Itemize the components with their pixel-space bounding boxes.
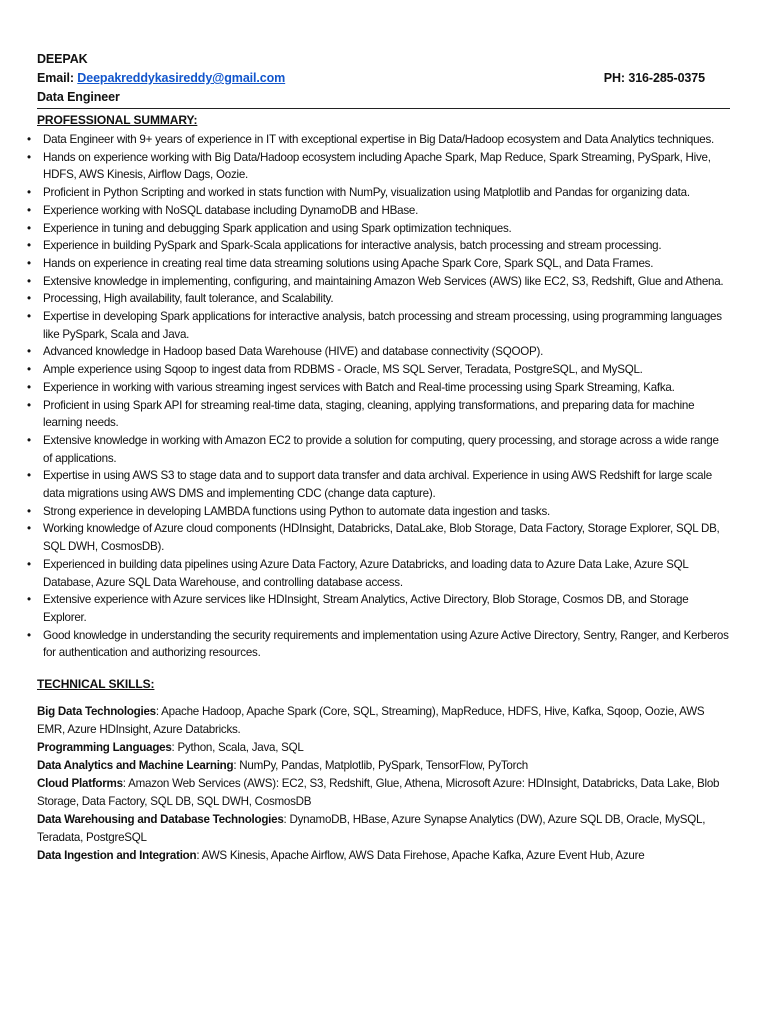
job-title: Data Engineer <box>37 90 120 104</box>
skill-row <box>37 775 730 811</box>
summary-item-text: Hands on experience working with Big Data/Hadoop ecosystem including Apache Spark, Map Reduce, Spark Streaming, PySpark, Hive, HDFS, AWS Kinesis, Airflow Dags, Oozie. <box>43 150 711 182</box>
bullet-icon: • <box>27 239 31 253</box>
bullet-icon: • <box>27 469 31 483</box>
summary-item-text: Proficient in using Spark API for streaming real-time data, staging, cleaning, applying transformations, and preparing data for machine learning needs. <box>43 398 695 430</box>
email-label: Email: <box>37 71 74 85</box>
bullet-icon: • <box>27 203 31 217</box>
summary-item-text: Extensive knowledge in implementing, configuring, and maintaining Amazon Web Services (AWS) like EC2, S3, Redshift, Glue and Athena. <box>43 274 724 288</box>
phone-label: PH: <box>603 71 625 85</box>
email-group <box>37 69 285 88</box>
summary-item <box>27 131 730 149</box>
summary-item <box>27 432 730 467</box>
summary-item-text: Extensive experience with Azure services like HDInsight, Stream Analytics, Active Directory, Blob Storage, Cosmos DB, and Storage Explorer. <box>43 593 689 624</box>
bullet-icon: • <box>27 504 31 518</box>
summary-item <box>27 520 730 555</box>
summary-item-text: Strong experience in developing LAMBDA functions using Python to automate data ingestion and tasks. <box>43 504 550 518</box>
skill-label: Data Warehousing and Database Technologies <box>37 813 284 827</box>
summary-item-text: Experience working with NoSQL database including DynamoDB and HBase. <box>43 203 419 217</box>
contact-row <box>37 69 730 88</box>
summary-item <box>27 255 730 273</box>
summary-item <box>27 503 730 521</box>
summary-list <box>27 131 730 662</box>
skill-row <box>37 703 730 739</box>
candidate-name: DEEPAK <box>37 52 88 66</box>
bullet-icon: • <box>27 345 31 359</box>
skills-list <box>37 703 730 865</box>
bullet-icon: • <box>27 133 31 146</box>
summary-item-text: Experience in working with various streaming ingest services with Batch and Real-time processing using Spark Streaming, Kafka. <box>43 380 675 394</box>
summary-item <box>27 237 730 255</box>
summary-item <box>27 397 730 432</box>
skill-label: Programming Languages <box>37 741 172 755</box>
skill-row <box>37 811 730 847</box>
skill-value: : AWS Kinesis, Apache Airflow, AWS Data Firehose, Apache Kafka, Azure Event Hub, Azure <box>196 849 645 863</box>
summary-item-text: Working knowledge of Azure cloud components (HDInsight, Databricks, DataLake, Blob Storage, Data Factory, Storage Explorer, SQL DB, SQL DWH, CosmosDB). <box>43 522 720 554</box>
summary-item <box>27 591 730 626</box>
summary-item-text: Advanced knowledge in Hadoop based Data Warehouse (HIVE) and database connectivity (SQOOP). <box>43 345 544 359</box>
bullet-icon: • <box>27 292 31 306</box>
bullet-icon: • <box>27 522 31 536</box>
skill-value: : NumPy, Pandas, Matplotlib, PySpark, TensorFlow, PyTorch <box>233 759 528 773</box>
phone-group <box>604 69 730 88</box>
summary-item <box>27 343 730 361</box>
bullet-icon: • <box>27 186 31 200</box>
bullet-icon: • <box>27 310 31 324</box>
bullet-icon: • <box>27 593 31 607</box>
bullet-icon: • <box>27 557 31 571</box>
summary-item-text: Experienced in building data pipelines using Azure Data Factory, Azure Databricks, and loading data to Azure Data Lake, Azure SQL Database, Azure SQL Data Warehouse, and controlling database access. <box>43 557 689 589</box>
skill-row <box>37 757 730 775</box>
summary-item-text: Experience in building PySpark and Spark-Scala applications for interactive analysis, batch processing and stream processing. <box>43 239 662 253</box>
skill-value: : DynamoDB, HBase, Azure Synapse Analytics (DW), Azure SQL DB, Oracle, MySQL, Teradata, PostgreSQL <box>37 813 706 845</box>
bullet-icon: • <box>27 274 31 288</box>
summary-item <box>27 308 730 343</box>
email-link[interactable]: Deepakreddykasireddy@gmail.com <box>77 71 286 85</box>
phone-number: 316-285-0375 <box>628 71 705 85</box>
summary-item <box>27 361 730 379</box>
bullet-icon: • <box>27 398 31 412</box>
skill-value: : Amazon Web Services (AWS): EC2, S3, Redshift, Glue, Athena, Microsoft Azure: HDInsight, Databricks, Data Lake, Blob Storage, Data Factory, SQL DB, SQL DWH, CosmosDB <box>37 777 720 809</box>
summary-item-text: Good knowledge in understanding the security requirements and implementation using Azure Active Directory, Sentry, Ranger, and Kerberos for authentication and authorizing resources. <box>43 628 729 660</box>
bullet-icon: • <box>27 363 31 377</box>
skills-heading: TECHNICAL SKILLS: <box>37 677 155 692</box>
bullet-icon: • <box>27 380 31 394</box>
header-divider <box>37 108 730 109</box>
summary-item-text: Ample experience using Sqoop to ingest data from RDBMS - Oracle, MS SQL Server, Teradata, PostgreSQL, and MySQL. <box>43 363 643 377</box>
skill-label: Cloud Platforms <box>37 777 123 791</box>
skill-row <box>37 739 730 757</box>
summary-item-text: Data Engineer with 9+ years of experience in IT with exceptional expertise in Big Data/Hadoop ecosystem and Data Analytics techniques. <box>43 133 715 146</box>
summary-item-text: Proficient in Python Scripting and worked in stats function with NumPy, visualization using Matplotlib and Pandas for organizing data. <box>43 186 690 200</box>
summary-item <box>27 556 730 591</box>
bullet-icon: • <box>27 628 31 642</box>
summary-item <box>27 202 730 220</box>
summary-item <box>27 273 730 291</box>
skill-value: : Apache Hadoop, Apache Spark (Core, SQL, Streaming), MapReduce, HDFS, Hive, Kafka, Sqoop, Oozie, AWS EMR, Azure HDInsight, Azure Databricks. <box>37 705 705 737</box>
summary-heading: PROFESSIONAL SUMMARY: <box>37 113 198 127</box>
summary-item <box>27 149 730 184</box>
summary-item-text: Expertise in using AWS S3 to stage data and to support data transfer and data archival. Experience in using AWS Redshift for large scale data migrations using AWS DMS and implementing CDC (change data capture). <box>43 469 712 501</box>
skill-label: Big Data Technologies <box>37 705 156 719</box>
bullet-icon: • <box>27 256 31 270</box>
summary-item <box>27 220 730 238</box>
summary-item <box>27 184 730 202</box>
summary-item <box>27 290 730 308</box>
bullet-icon: • <box>27 150 31 164</box>
skill-label: Data Ingestion and Integration <box>37 849 197 863</box>
summary-item <box>27 379 730 397</box>
bullet-icon: • <box>27 221 31 235</box>
summary-item-text: Hands on experience in creating real time data streaming solutions using Apache Spark Core, Spark SQL, and Data Frames. <box>43 256 654 270</box>
resume-page <box>27 50 730 865</box>
summary-item-text: Experience in tuning and debugging Spark application and using Spark optimization techniques. <box>43 221 512 235</box>
summary-item-text: Processing, High availability, fault tolerance, and Scalability. <box>43 292 334 306</box>
summary-item-text: Extensive knowledge in working with Amazon EC2 to provide a solution for computing, query processing, and storage across a wide range of applications. <box>43 433 719 465</box>
summary-item-text: Expertise in developing Spark applications for interactive analysis, batch processing and stream processing, using programming languages like PySpark, Scala and Java. <box>43 310 722 341</box>
skill-value: : Python, Scala, Java, SQL <box>171 741 304 755</box>
summary-item <box>27 467 730 502</box>
bullet-icon: • <box>27 433 31 447</box>
skill-label: Data Analytics and Machine Learning <box>37 759 234 773</box>
summary-item <box>27 627 730 662</box>
skill-row <box>37 847 730 865</box>
